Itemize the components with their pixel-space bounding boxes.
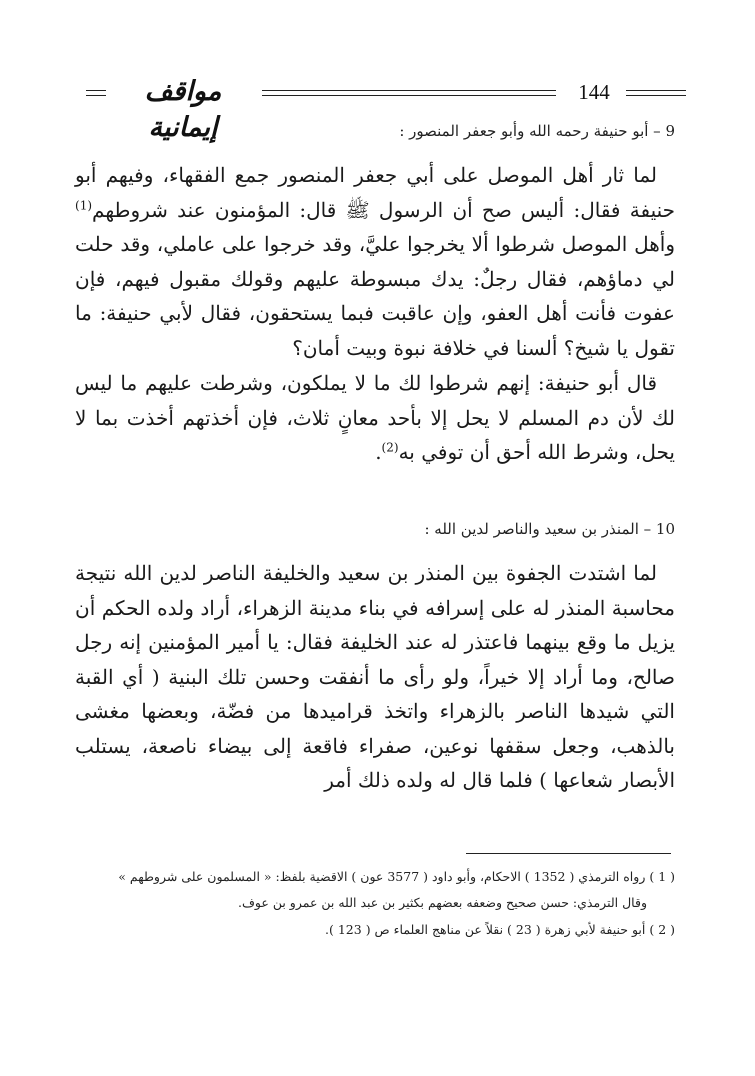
footnote-2: ( 2 ) أبو حنيفة لأبي زهرة ( 23 ) نقلاً عن مناهج العلماء ص ( 123 ). — [325, 922, 675, 937]
footnote-ref-2[interactable]: (2) — [381, 440, 399, 455]
section-heading-9: 9 – أبو حنيفة رحمه الله وأبو جعفر المنصور : — [399, 122, 675, 140]
header-double-rule-right — [626, 90, 686, 96]
footnote-1-line-1: ( 1 ) رواه الترمذي ( 1352 ) الاحكام، وأبو داود ( 3577 عون ) الاقضية بلفظ: « المسلمون على شروطهم » — [118, 869, 675, 884]
section-heading-10: 10 – المنذر بن سعيد والناصر لدين الله : — [424, 520, 675, 538]
header-double-rule-middle — [262, 90, 556, 96]
header-double-rule-left — [86, 90, 106, 96]
page-number: 144 — [578, 80, 610, 104]
section-9-paragraph-2 — [75, 366, 675, 470]
section-10-paragraph-1 — [75, 556, 675, 798]
paragraph-text: لما اشتدت الجفوة بين المنذر بن سعيد والخليفة الناصر لدين الله نتيجة محاسبة المنذر له على إسرافه في بناء مدينة الزهراء، أراد ولده الحكم أن يزيل ما وقع بينهما فاعتذر له عند الخليفة فقال: يا أمير المؤمنين إنه رجل صالح، وما أراد إلا خيراً، ولو رأى ما أنفقت وحسن تلك البنية ( أي القبة التي شيدها الناصر بالزهراء واتخذ قراميدها من فضّة، وبعضها مغشى بالذهب، وجعل سقفها نوعين، صفراء فاقعة إلى بيضاء ناصعة، يستلب الأبصار شعاعها ) فلما قال له ولده ذلك أمر — [75, 561, 675, 792]
footnote-separator — [466, 853, 671, 854]
paragraph-text: لما ثار أهل الموصل على أبي جعفر المنصور جمع الفقهاء، وفيهم أبو حنيفة فقال: أليس صح أن الرسول ﷺ قال: المؤمنون عند شروطهم — [75, 163, 675, 222]
paragraph-text: قال أبو حنيفة: إنهم شرطوا لك ما لا يملكون، وشرطت عليهم ما ليس لك لأن دم المسلم لا يحل إلا بأحد معانٍ ثلاث، فإن أخذتهم أخذت بما لا يحل، وشرط الله أحق أن توفي به — [75, 371, 675, 464]
paragraph-text: وأهل الموصل شرطوا ألا يخرجوا عليَّ، وقد خرجوا على عاملي، وقد حلت لي دماؤهم، فقال رجلٌ: يدك مبسوطة عليهم وقولك مقبول فيهم، فإن عفوت فأنت أهل العفو، وإن عاقبت فبما يستحقون، فقال لأبي حنيفة: ما تقول يا شيخ؟ ألسنا في خلافة نبوة وبيت أمان؟ — [75, 232, 676, 360]
paragraph-text: . — [375, 440, 382, 464]
section-9-paragraph-1 — [75, 158, 675, 365]
footnote-1-line-2: وقال الترمذي: حسن صحيح وضعفه بعضهم بكثير بن عبد الله بن عمرو بن عوف. — [238, 895, 647, 910]
footnote-ref-1[interactable]: (1) — [75, 197, 93, 212]
running-title: مواقف إيمانية — [144, 76, 222, 143]
